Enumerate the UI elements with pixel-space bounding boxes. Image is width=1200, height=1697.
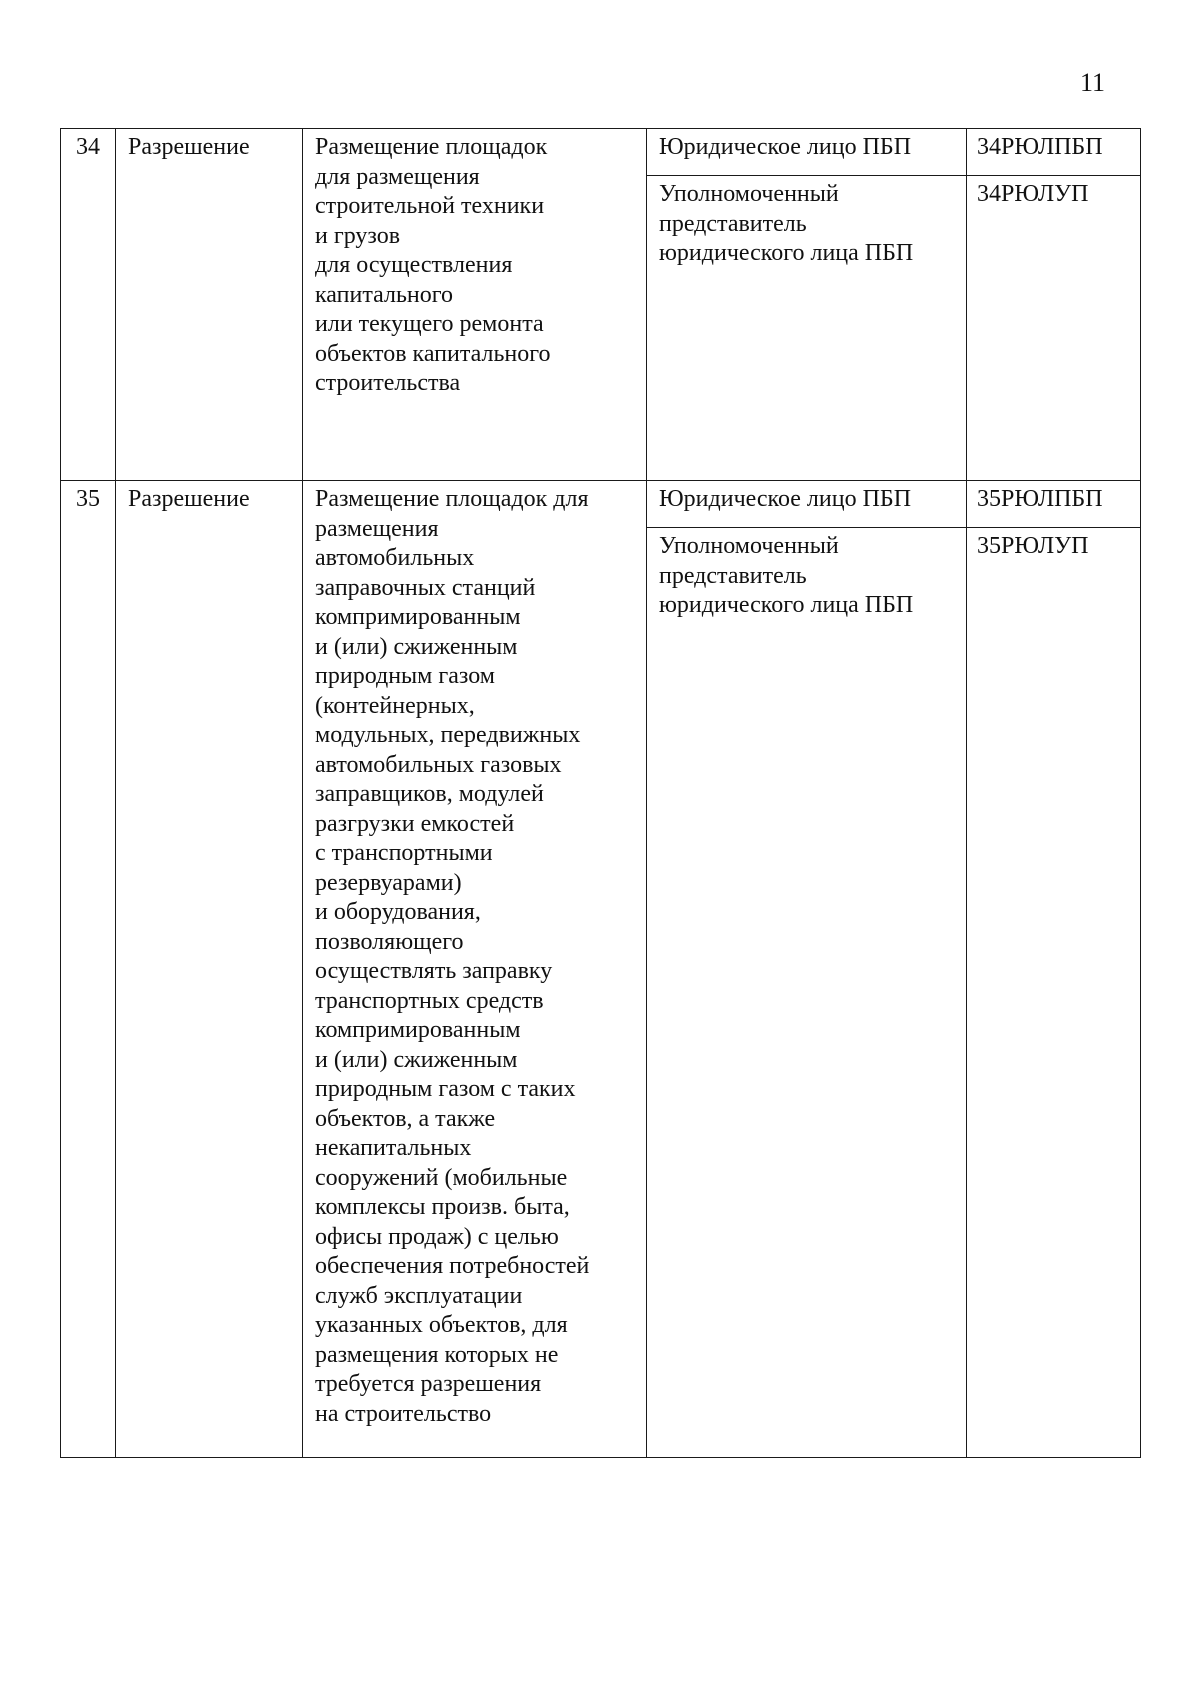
service-code: 34РЮЛПБП — [967, 129, 1141, 176]
description-line: автомобильных газовых — [315, 751, 562, 778]
description-line: и грузов — [315, 222, 401, 249]
description-line: с транспортными — [315, 840, 493, 866]
description-line: и оборудования, — [315, 899, 481, 925]
activity-description — [303, 129, 647, 481]
description-line: автомобильных — [315, 545, 475, 571]
applicant-line: представитель — [659, 562, 807, 589]
applicant-line: юридического лица ПБП — [659, 592, 914, 618]
description-line: сооружений (мобильные — [315, 1164, 568, 1191]
applicant-category — [647, 129, 967, 176]
description-line: природным газом — [315, 663, 495, 689]
document-type: Разрешение — [116, 481, 303, 1458]
description-line: размещения которых не — [315, 1341, 559, 1368]
activity-description — [303, 481, 647, 1458]
row-number: 34 — [61, 129, 116, 481]
applicant-line: Уполномоченный — [659, 533, 839, 559]
description-line: и (или) сжиженным — [315, 1046, 518, 1073]
description-line: резервуарами) — [315, 869, 462, 896]
applicant-line: представитель — [659, 210, 807, 237]
description-line: осуществлять заправку — [315, 958, 553, 984]
description-line: компримированным — [315, 604, 521, 630]
applicant-line: Юридическое лицо ПБП — [659, 134, 912, 160]
description-line: для осуществления — [315, 252, 513, 278]
applicant-category — [647, 481, 967, 528]
description-line: и (или) сжиженным — [315, 633, 518, 660]
description-line: Размещение площадок — [315, 134, 548, 160]
description-line: на строительство — [315, 1400, 492, 1427]
description-line: компримированным — [315, 1017, 521, 1043]
description-line: размещения — [315, 515, 439, 542]
service-code: 35РЮЛПБП — [967, 481, 1141, 528]
document-type: Разрешение — [116, 129, 303, 481]
description-line: офисы продаж) с целью — [315, 1223, 559, 1250]
description-line: требуется разрешения — [315, 1371, 542, 1397]
service-code: 35РЮЛУП — [967, 528, 1141, 1458]
description-line: заправочных станций — [315, 574, 536, 601]
applicant-category — [647, 528, 967, 1458]
description-line: капитального — [315, 281, 453, 308]
applicant-line: Уполномоченный — [659, 181, 839, 207]
service-code: 34РЮЛУП — [967, 176, 1141, 481]
description-line: указанных объектов, для — [315, 1312, 568, 1338]
description-line: Размещение площадок для — [315, 486, 589, 512]
description-line: позволяющего — [315, 928, 464, 955]
description-line: для размещения — [315, 163, 480, 190]
description-line: модульных, передвижных — [315, 722, 581, 748]
description-line: или текущего ремонта — [315, 311, 544, 337]
description-line: (контейнерных, — [315, 692, 475, 719]
page-number: 11 — [1080, 68, 1106, 97]
description-line: природным газом с таких — [315, 1076, 576, 1102]
description-line: объектов, а также — [315, 1105, 496, 1132]
description-line: служб эксплуатации — [315, 1282, 523, 1309]
permits-table — [60, 128, 1141, 1458]
table-row-34 — [61, 129, 1141, 176]
applicant-line: Юридическое лицо ПБП — [659, 486, 912, 512]
table-row-35 — [61, 481, 1141, 528]
description-line: обеспечения потребностей — [315, 1253, 590, 1279]
description-line: заправщиков, модулей — [315, 781, 544, 807]
description-line: некапитальных — [315, 1135, 472, 1161]
description-line: строительной техники — [315, 193, 545, 219]
description-line: комплексы произв. быта, — [315, 1194, 570, 1220]
description-line: транспортных средств — [315, 987, 544, 1014]
description-line: разгрузки емкостей — [315, 810, 515, 837]
description-line: объектов капитального — [315, 340, 551, 367]
applicant-line: юридического лица ПБП — [659, 240, 914, 266]
description-line: строительства — [315, 370, 461, 396]
applicant-category — [647, 176, 967, 481]
row-number: 35 — [61, 481, 116, 1458]
